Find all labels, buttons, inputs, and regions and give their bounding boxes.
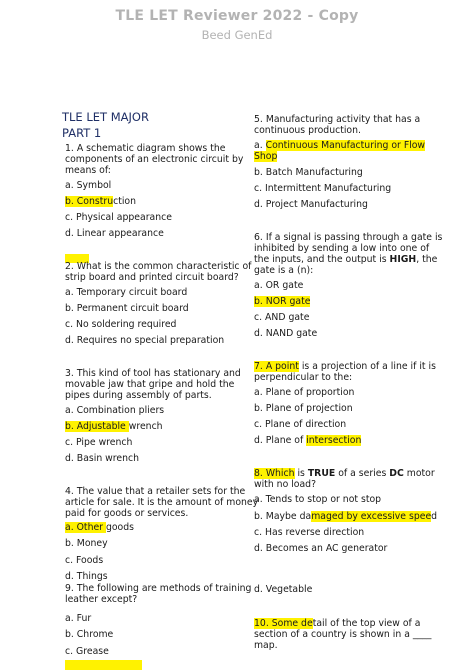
answer-option: d. NAND gate: [254, 328, 318, 339]
highlight: Shop: [254, 151, 278, 162]
answer-option: a. Symbol: [65, 180, 112, 191]
highlight: intersection: [306, 435, 362, 446]
answer-option: c. Pipe wrench: [65, 437, 133, 448]
highlight: 8. Which: [254, 468, 295, 479]
option-text: ction: [113, 196, 137, 207]
question-text: pipes during assembly of parts.: [65, 390, 212, 401]
text: the inputs, and the output is: [254, 254, 390, 265]
question-text: 6. If a signal is passing through a gate is: [254, 232, 443, 243]
answer-option: b. Permanent circuit board: [65, 303, 189, 314]
answer-option: d. Things: [65, 571, 108, 582]
answer-option: b. Plane of projection: [254, 403, 353, 414]
highlight: Continuous Manufacturing or Flow: [265, 140, 426, 151]
question-text: [254, 618, 420, 629]
question-text: 5. Manufacturing activity that has a: [254, 114, 421, 125]
question-text: 1. A schematic diagram shows the: [65, 143, 226, 154]
question-text: with no load?: [254, 479, 317, 490]
question-text: continuous production.: [254, 125, 361, 136]
answer-option: d. Project Manufacturing: [254, 199, 368, 210]
question-text: components of an electronic circuit by: [65, 154, 244, 165]
answer-option: c. Physical appearance: [65, 212, 172, 223]
highlight: maged by excessive spee: [311, 511, 432, 522]
highlight: b. NOR gate: [254, 296, 311, 307]
question-text: paid for goods or services.: [65, 508, 189, 519]
answer-option: d. Linear appearance: [65, 228, 164, 239]
answer-option: c. AND gate: [254, 312, 310, 323]
question-text: article for sale. It is the amount of money: [65, 497, 259, 508]
question-text: 3. This kind of tool has stationary and: [65, 368, 241, 379]
answer-option: [65, 522, 134, 533]
option-text: b. Maybe da: [254, 511, 312, 522]
bold-text: HIGH: [389, 254, 417, 265]
text: is a projection of a line if it is: [298, 361, 436, 372]
answer-option: c. No soldering required: [65, 319, 177, 330]
question-text: movable jaw that gripe and hold the: [65, 379, 235, 390]
answer-option: [254, 140, 425, 151]
document-title: TLE LET Reviewer 2022 - Copy: [115, 8, 359, 24]
answer-option: b. Money: [65, 538, 108, 549]
text: tail of the top view of a: [312, 618, 421, 629]
bold-text: TRUE: [307, 468, 336, 479]
answer-option: b. Batch Manufacturing: [254, 167, 363, 178]
answer-option: [254, 296, 310, 307]
answer-option: [65, 196, 136, 207]
option-text: d. Plane of: [254, 435, 307, 446]
answer-option: a. OR gate: [254, 280, 304, 291]
answer-option: [65, 421, 163, 432]
question-text: gate is a (n):: [254, 265, 314, 276]
text: , the: [416, 254, 438, 265]
answer-option: a. Fur: [65, 613, 92, 624]
text: motor: [403, 468, 435, 479]
option-text: goods: [105, 522, 134, 533]
option-text: wrench: [128, 421, 163, 432]
answer-option: a. Combination pliers: [65, 405, 165, 416]
highlight: 7. A point: [254, 361, 299, 372]
question-text: perpendicular to the:: [254, 372, 353, 383]
answer-option: c. Grease: [65, 646, 109, 657]
answer-option: [254, 435, 361, 446]
text: of a series: [335, 468, 390, 479]
question-text: inhibited by sending a low into one of: [254, 243, 430, 254]
question-text: means of:: [65, 165, 111, 176]
question-text: [254, 468, 435, 479]
bold-text: DC: [389, 468, 404, 479]
answer-option: b. Chrome: [65, 629, 114, 640]
answer-option: [254, 151, 277, 162]
answer-option: d. Vegetable: [254, 584, 313, 595]
section-heading: TLE LET MAJOR: [62, 110, 149, 124]
highlight: b. Constru: [65, 196, 114, 207]
question-text: strip board and printed circuit board?: [65, 272, 239, 283]
answer-option: d. Requires no special preparation: [65, 335, 225, 346]
highlight: b. Adjustable: [65, 421, 129, 432]
answer-option: [254, 511, 437, 522]
answer-option: c. Intermittent Manufacturing: [254, 183, 392, 194]
answer-option: a. Tends to stop or not stop: [254, 494, 382, 505]
question-text: [254, 361, 436, 372]
highlight: a. Other: [65, 522, 106, 533]
question-text: 4. The value that a retailer sets for the: [65, 486, 246, 497]
question-text: 9. The following are methods of training: [65, 583, 252, 594]
highlight-mark: [65, 660, 142, 670]
question-text: leather except?: [65, 594, 138, 605]
question-text: map.: [254, 640, 278, 651]
question-text: section of a country is shown in a ____: [254, 629, 432, 640]
answer-option: c. Plane of direction: [254, 419, 347, 430]
document-subtitle: Beed GenEd: [201, 28, 273, 42]
option-text: a.: [254, 140, 266, 151]
answer-option: a. Temporary circuit board: [65, 287, 188, 298]
question-text: [254, 254, 437, 265]
answer-option: d. Becomes an AC generator: [254, 543, 388, 554]
highlight: 10. Some de: [254, 618, 313, 629]
answer-option: c. Has reverse direction: [254, 527, 365, 538]
answer-option: d. Basin wrench: [65, 453, 139, 464]
answer-option: c. Foods: [65, 555, 104, 566]
option-text: d: [431, 511, 438, 522]
question-text: 2. What is the common characteristic of: [65, 261, 252, 272]
text: is: [294, 468, 308, 479]
answer-option: a. Plane of proportion: [254, 387, 355, 398]
part-heading: PART 1: [62, 126, 102, 140]
